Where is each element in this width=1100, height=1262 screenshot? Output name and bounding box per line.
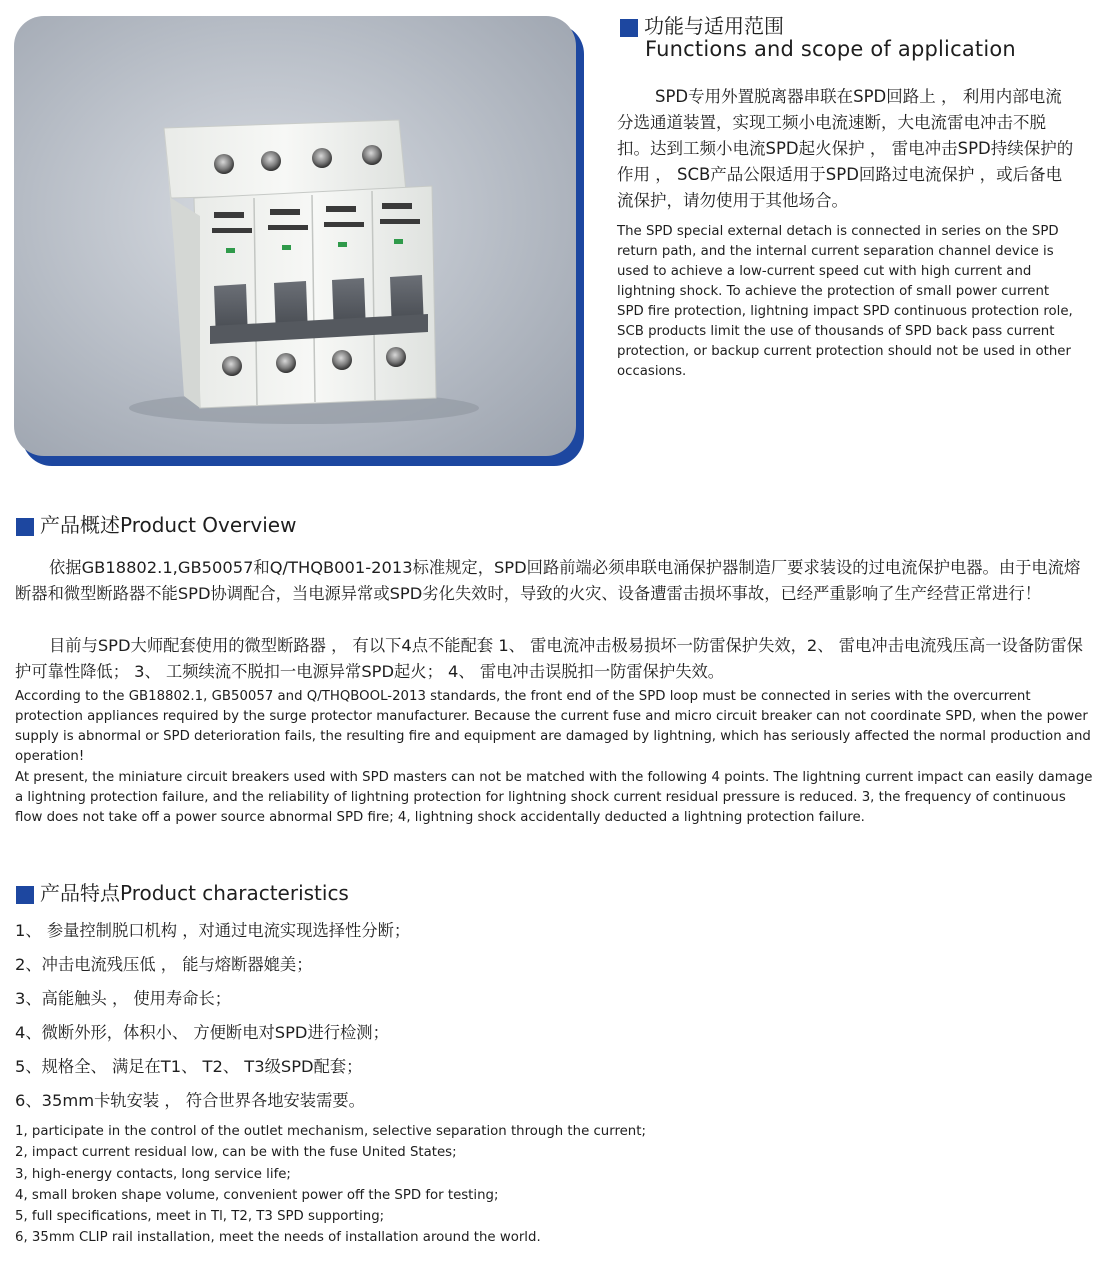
characteristics-list-en (15, 1122, 646, 1250)
product-photo (14, 16, 586, 468)
section-marker-icon (620, 19, 638, 37)
overview-para2-en: At present, the miniature circuit breakers used with SPD masters can not be matched with the following 4 points. The lightning current impact can easily damage a lightning protection failure, and the reliability of lightning protection for lightning shock current residual pressure is reduced. 3, the frequency of continuous flow does not take off a power source abnormal SPD fire; 4, lightning shock accidentally deducted a lightning protection failure. (15, 770, 1093, 825)
photo-background (14, 16, 576, 456)
functions-body-en: The SPD special external detach is connected in series on the SPD return path, and the internal current separation channel device is used to achieve a low-current speed cut with high current and lightning shock. To achieve the protection of small power current SPD fire protection, lightning impact SPD continuous protection role, SCB products limit the use of thousands of SPD back pass current protection, or backup current protection should not be used in other occasions. (617, 224, 1073, 379)
overview-title-text: 产品概述Product Overview (40, 513, 297, 537)
list-item: 5、规格全、 满足在T1、 T2、 T3级SPD配套； (15, 1057, 363, 1076)
overview-para1-en: According to the GB18802.1, GB50057 and Q/THQBOOL-2013 standards, the front end of the SPD loop must be connected in series with the overcurrent protection appliances required by the surge protector manufacturer. Because the current fuse and micro circuit breaker can not coordinate SPD, when the power supply is abnormal or SPD deterioration fails, the resulting fire and equipment are damaged by lightning, which has seriously affected the normal production and operation! (15, 689, 1091, 764)
list-item: 5, full specifications, meet in Tl, T2, T3 SPD supporting; (15, 1209, 385, 1225)
overview-title (16, 512, 296, 538)
section-marker-icon (16, 886, 34, 904)
spd-protector-illustration (14, 16, 576, 456)
list-item: 6, 35mm CLIP rail installation, meet the needs of installation around the world. (15, 1230, 541, 1246)
functions-title-cn (620, 14, 784, 38)
list-item: 2, impact current residual low, can be with the fuse United States; (15, 1145, 457, 1161)
list-item: 2、冲击电流残压低 ， 能与熔断器媲美； (15, 955, 313, 974)
list-item: 3, high-energy contacts, long service life; (15, 1166, 291, 1182)
list-item: 4、微断外形，体积小、 方便断电对SPD进行检测； (15, 1023, 389, 1042)
list-item: 4, small broken shape volume, convenient power off the SPD for testing; (15, 1187, 499, 1203)
list-item: 6、35mm卡轨安装 ， 符合世界各地安装需要。 (15, 1091, 365, 1110)
section-marker-icon (16, 518, 34, 536)
overview-para1-cn: 依据GB18802.1,GB50057和Q/THQB001-2013标准规定，SPD回路前端必须串联电涌保护器制造厂要求装设的过电流保护电器。由于电流熔断器和微型断路器不能SPD协调配合，当电源异常或SPD劣化失效时，导致的火灾、设备遭雷击损坏事故，已经严重影响了生产经营正常进行！ (15, 558, 1081, 603)
characteristics-title (16, 880, 349, 906)
characteristics-list-cn (15, 918, 410, 1122)
functions-title-cn-text: 功能与适用范围 (644, 14, 784, 38)
list-item: 3、高能触头 ， 使用寿命长； (15, 989, 232, 1008)
characteristics-title-text: 产品特点Product characteristics (40, 881, 349, 905)
list-item: 1, participate in the control of the outlet mechanism, selective separation through the current; (15, 1124, 646, 1139)
functions-body-cn: SPD专用外置脱离器串联在SPD回路上 ， 利用内部电流分选通道装置，实现工频小电流速断，大电流雷电冲击不脱扣。达到工频小电流SPD起火保护 ， 雷电冲击SPD持续保护的作用 ， SCB产品公限适用于SPD回路过电流保护 ，或后备电流保护，请勿使用于其他场合。 (617, 87, 1074, 210)
list-item: 1、 参量控制脱口机构 ，对通过电流实现选择性分断； (15, 921, 411, 940)
functions-title-en: Functions and scope of application (645, 37, 1016, 61)
overview-para2-cn: 目前与SPD大师配套使用的微型断路器 ， 有以下4点不能配套 1、 雷电流冲击极易损坏一防雷保护失效，2、 雷电冲击电流残压高一设备防雷保护可靠性降低； 3、 工频续流不脱扣一电源异常SPD起火； 4、 雷电冲击误脱扣一防雷保护失效。 (15, 636, 1083, 681)
